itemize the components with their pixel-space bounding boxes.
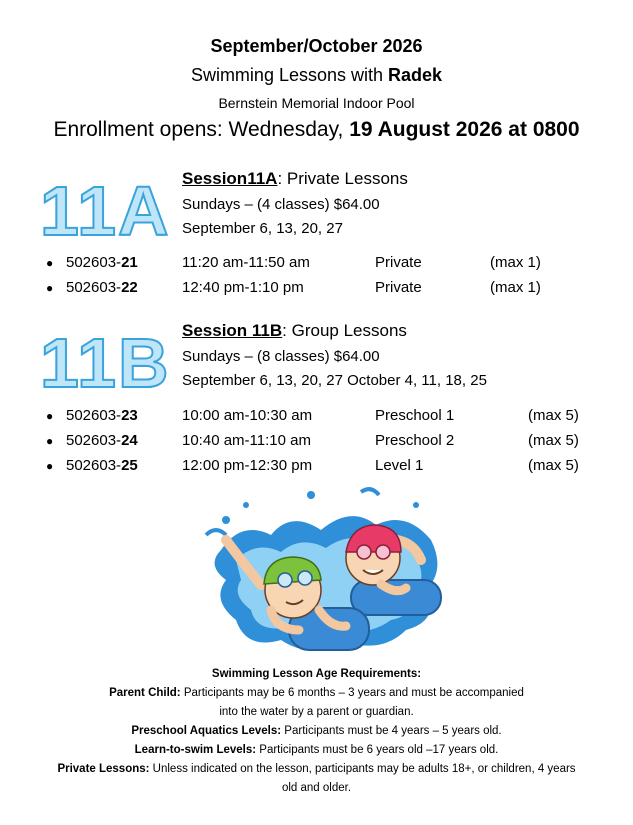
class-code <box>66 457 138 474</box>
class-time: 12:40 pm-1:10 pm <box>182 279 304 296</box>
age-requirements <box>0 665 633 798</box>
session-11b-title-rest: : Group Lessons <box>282 321 407 340</box>
learn-to-swim-requirement <box>0 741 633 760</box>
class-time: 12:00 pm-12:30 pm <box>182 457 313 474</box>
session-11a-title-rest: : Private Lessons <box>277 169 408 188</box>
session-11b-schedule: Sundays – (8 classes) $64.00 <box>182 348 380 365</box>
class-max: (max 5) <box>528 407 579 424</box>
parent-child-requirement <box>0 684 633 703</box>
learn-text: Participants must be 6 years old –17 years old. <box>256 744 499 756</box>
class-row <box>0 407 633 427</box>
title-prefix: Swimming Lessons with <box>190 65 389 85</box>
session-11a-dates: September 6, 13, 20, 27 <box>182 220 343 237</box>
class-type: Preschool 1 <box>375 407 455 424</box>
session-11b-title-bold: Session 11B <box>182 321 283 340</box>
class-code <box>66 407 138 424</box>
class-code-prefix: 502603- <box>66 279 122 296</box>
session-11b-dates: September 6, 13, 20, 27 October 4, 11, 18, 25 <box>182 372 487 389</box>
private-label: Private Lessons: <box>57 763 150 775</box>
bullet-icon: ● <box>46 459 54 473</box>
requirements-heading: Swimming Lesson Age Requirements: <box>211 668 422 680</box>
class-row <box>0 279 633 299</box>
class-time: 11:20 am-11:50 am <box>182 254 310 271</box>
class-code-suffix: 22 <box>121 279 138 296</box>
class-code-suffix: 25 <box>121 457 138 474</box>
private-requirement-cont: old and older. <box>281 782 352 794</box>
preschool-label: Preschool Aquatics Levels: <box>131 725 282 737</box>
class-max: (max 1) <box>490 254 541 271</box>
pool-name: Bernstein Memorial Indoor Pool <box>218 95 415 111</box>
private-requirement <box>0 760 633 779</box>
bullet-icon: ● <box>46 281 54 295</box>
class-row <box>0 457 633 477</box>
class-code-prefix: 502603- <box>66 254 122 271</box>
bullet-icon: ● <box>46 434 54 448</box>
instructor-name: Radek <box>388 65 443 85</box>
class-code <box>66 279 138 296</box>
kids-swimming-icon <box>201 480 451 665</box>
class-code <box>66 432 138 449</box>
preschool-requirement <box>0 722 633 741</box>
session-11b-title <box>182 321 407 341</box>
flyer-title <box>0 65 633 86</box>
class-code-suffix: 24 <box>121 432 138 449</box>
class-code-suffix: 21 <box>121 254 138 271</box>
learn-label: Learn-to-swim Levels: <box>134 744 257 756</box>
class-row <box>0 432 633 452</box>
class-type: Level 1 <box>375 457 424 474</box>
class-code-prefix: 502603- <box>66 432 122 449</box>
bullet-icon: ● <box>46 409 54 423</box>
class-max: (max 1) <box>490 279 541 296</box>
enrollment-line <box>0 118 633 142</box>
session-11b-big-label: 11B <box>40 324 171 402</box>
class-time: 10:00 am-10:30 am <box>182 407 313 424</box>
session-11a-schedule: Sundays – (4 classes) $64.00 <box>182 196 380 213</box>
class-code <box>66 254 138 271</box>
class-time: 10:40 am-11:10 am <box>182 432 311 449</box>
session-11a-big-label: 11A <box>40 172 171 250</box>
class-row <box>0 254 633 274</box>
class-type: Preschool 2 <box>375 432 455 449</box>
flyer-month-heading: September/October 2026 <box>210 36 423 56</box>
enroll-prefix: Enrollment opens: Wednesday, <box>53 118 350 141</box>
session-11a-title-bold: Session11A <box>182 169 278 188</box>
session-11a-title <box>182 169 408 189</box>
class-code-prefix: 502603- <box>66 457 122 474</box>
enroll-date: 19 August 2026 at 0800 <box>349 118 580 141</box>
class-max: (max 5) <box>528 432 579 449</box>
parent-child-label: Parent Child: <box>109 687 181 699</box>
parent-child-text: Participants may be 6 months – 3 years and must be accompanied <box>180 687 524 699</box>
preschool-text: Participants must be 4 years – 5 years old. <box>281 725 502 737</box>
class-code-prefix: 502603- <box>66 407 122 424</box>
class-type: Private <box>375 279 422 296</box>
class-code-suffix: 23 <box>121 407 138 424</box>
class-type: Private <box>375 254 422 271</box>
class-max: (max 5) <box>528 457 579 474</box>
private-text: Unless indicated on the lesson, participants may be adults 18+, or children, 4 years <box>149 763 576 775</box>
parent-child-requirement-cont: into the water by a parent or guardian. <box>219 706 414 718</box>
bullet-icon: ● <box>46 256 54 270</box>
